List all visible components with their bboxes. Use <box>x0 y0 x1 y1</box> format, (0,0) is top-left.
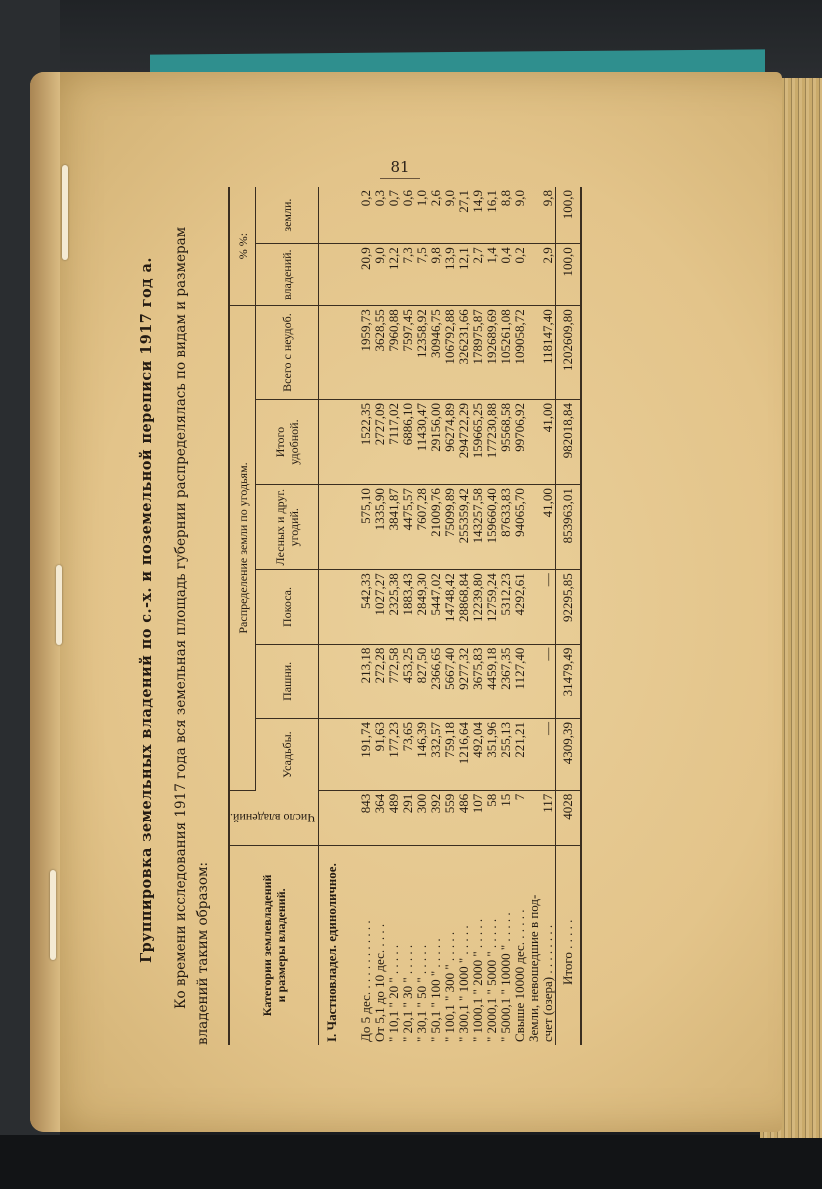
cell-itogo: 96274,89 <box>443 399 457 484</box>
cell-pashni: 772,58 <box>387 644 401 718</box>
cell-vsego: 30946,75 <box>429 306 443 400</box>
table-row <box>387 187 401 1045</box>
cell-itogo: 11430,47 <box>415 399 429 484</box>
cell-pashni: — <box>527 644 556 718</box>
cell-pashni: 827,50 <box>415 644 429 718</box>
cell-les: 159660,40 <box>485 485 499 570</box>
cell-vsego: 7960,88 <box>387 306 401 400</box>
cell-les: 575,10 <box>359 485 373 570</box>
land-holdings-table <box>228 187 582 1045</box>
cell-usadby: 1216,64 <box>457 719 471 791</box>
row-category: Итого . . . . . <box>556 845 582 1045</box>
cell-usadby: 351,96 <box>485 719 499 791</box>
cell-pz: 8,8 <box>499 187 513 244</box>
table-row <box>415 187 429 1045</box>
table-row <box>457 187 471 1045</box>
row-category: " 50,1 " 100 " . . . . . <box>428 938 444 1042</box>
cell-pz: 0,7 <box>387 187 401 244</box>
header-category-label: Категории землевладений <box>260 874 275 1017</box>
row-category-line2: счет (озера) . . . . . . . . <box>540 924 556 1042</box>
cell-les: 1335,90 <box>373 485 387 570</box>
cell-pv: 2,9 <box>527 244 556 306</box>
cell-les: 255359,42 <box>457 485 471 570</box>
header-itogo-udobnoi: Итого удобной. <box>256 399 319 484</box>
cell-itogo: 159665,25 <box>471 399 485 484</box>
cell-itogo: 1522,35 <box>359 399 373 484</box>
cell-count: 300 <box>415 790 429 845</box>
cell-pz: 0,2 <box>359 187 373 244</box>
cell-count: 364 <box>373 790 387 845</box>
row-category: " 300,1 " 1000 " . . . . . <box>456 925 472 1042</box>
cell-usadby: 332,57 <box>429 719 443 791</box>
cell-pv: 9,8 <box>429 244 443 306</box>
cell-vsego: 192689,69 <box>485 306 499 400</box>
cell-les: 75099,89 <box>443 485 457 570</box>
cell-usadby: 146,39 <box>415 719 429 791</box>
row-category: От 5,1 до 10 дес. . . . . <box>372 923 388 1042</box>
cell-usadby: 177,23 <box>387 719 401 791</box>
table-row-lakes <box>527 187 556 1045</box>
row-category: " 2000,1 " 5000 " . . . . . <box>484 918 500 1042</box>
cell-itogo: 29156,00 <box>429 399 443 484</box>
cell-les: 3841,87 <box>387 485 401 570</box>
cell-pz: 9,8 <box>527 187 556 244</box>
cell-pz: 100,0 <box>556 187 582 244</box>
table-row-total <box>556 187 582 1045</box>
table-row <box>443 187 457 1045</box>
table-row <box>485 187 499 1045</box>
cell-les: 4475,57 <box>401 485 415 570</box>
cell-pz: 0,6 <box>401 187 415 244</box>
cell-vsego: 109058,72 <box>513 306 527 400</box>
header-pashni: Пашни. <box>256 644 319 718</box>
cell-vsego: 118147,40 <box>527 306 556 400</box>
cell-usadby: 255,13 <box>499 719 513 791</box>
cell-pokosa: 5447,02 <box>429 570 443 644</box>
cell-pokosa: 2325,38 <box>387 570 401 644</box>
cell-count: 4028 <box>556 790 582 845</box>
row-category: " 5000,1 " 10000 " . . . . . <box>498 912 514 1042</box>
cell-vsego: 12358,92 <box>415 306 429 400</box>
cell-pv: 20,9 <box>359 244 373 306</box>
cell-pashni: 2367,35 <box>499 644 513 718</box>
cell-vsego: 1959,73 <box>359 306 373 400</box>
binding-stitch-icon <box>50 870 56 960</box>
cell-vsego: 105261,08 <box>499 306 513 400</box>
cell-pashni: 213,18 <box>359 644 373 718</box>
cell-count: 7 <box>513 790 527 845</box>
cell-pokosa: 92295,85 <box>556 570 582 644</box>
cell-pv: 100,0 <box>556 244 582 306</box>
row-category: " 1000,1 " 2000 " . . . . . <box>470 918 486 1042</box>
cell-pashni: 1127,40 <box>513 644 527 718</box>
page-number: 81 <box>390 158 410 176</box>
cell-count: 58 <box>485 790 499 845</box>
table-row <box>499 187 513 1045</box>
cell-pokosa: 14748,42 <box>443 570 457 644</box>
table-row <box>359 187 373 1045</box>
cell-usadby: 91,63 <box>373 719 387 791</box>
cell-les: 853963,01 <box>556 485 582 570</box>
cell-pokosa: 542,33 <box>359 570 373 644</box>
row-category: " 30,1 " 50 " . . . . . <box>414 944 430 1042</box>
cell-pokosa: 12239,80 <box>471 570 485 644</box>
section-row <box>319 187 360 1045</box>
binding-stitch-icon <box>62 165 68 260</box>
header-distribution: Распределение земли по угодьям. <box>229 306 256 791</box>
header-vladenii: владений. <box>256 244 319 306</box>
cell-pv: 0,4 <box>499 244 513 306</box>
cell-pokosa: 2849,30 <box>415 570 429 644</box>
cell-pv: 7,3 <box>401 244 415 306</box>
cell-pashni: 31479,49 <box>556 644 582 718</box>
binding-stitch-icon <box>56 565 62 645</box>
cell-pokosa: 1883,43 <box>401 570 415 644</box>
cell-vsego: 1202609,80 <box>556 306 582 400</box>
header-category-sub: и размеры владений. <box>274 888 289 1003</box>
cell-itogo: 7117,02 <box>387 399 401 484</box>
cell-usadby: 191,74 <box>359 719 373 791</box>
cell-pz: 14,9 <box>471 187 485 244</box>
cell-itogo: 41,00 <box>527 399 556 484</box>
cell-pokosa: — <box>527 570 556 644</box>
rotated-content <box>138 175 658 1045</box>
header-category <box>229 845 319 1045</box>
cell-count: 291 <box>401 790 415 845</box>
table-row <box>513 187 527 1045</box>
cell-pashni: 272,28 <box>373 644 387 718</box>
cell-count: 117 <box>527 790 556 845</box>
row-category: " 10,1 " 20 " . . . . . <box>386 944 402 1042</box>
header-count <box>229 790 319 845</box>
cell-vsego: 3628,55 <box>373 306 387 400</box>
cell-pokosa: 1027,27 <box>373 570 387 644</box>
row-category: До 5 дес. . . . . . . . . . . . <box>358 920 374 1042</box>
cell-pashni: 5667,40 <box>443 644 457 718</box>
cell-count: 843 <box>359 790 373 845</box>
cell-pv: 1,4 <box>485 244 499 306</box>
cell-usadby: 492,04 <box>471 719 485 791</box>
cell-usadby: 221,21 <box>513 719 527 791</box>
cell-pv: 12,1 <box>457 244 471 306</box>
cell-pashni: 4459,18 <box>485 644 499 718</box>
row-category <box>527 845 556 1045</box>
cell-pv: 7,5 <box>415 244 429 306</box>
cell-count: 392 <box>429 790 443 845</box>
cell-usadby: 4309,39 <box>556 719 582 791</box>
cell-pokosa: 12759,24 <box>485 570 499 644</box>
cell-pv: 13,9 <box>443 244 457 306</box>
table-row <box>429 187 443 1045</box>
background-bottom <box>0 1135 822 1189</box>
cell-pashni: 453,25 <box>401 644 415 718</box>
cell-les: 143257,58 <box>471 485 485 570</box>
cell-itogo: 95568,58 <box>499 399 513 484</box>
cell-itogo: 2727,09 <box>373 399 387 484</box>
cell-count: 486 <box>457 790 471 845</box>
cell-vsego: 326231,66 <box>457 306 471 400</box>
cell-itogo: 294722,29 <box>457 399 471 484</box>
cell-usadby: 73,65 <box>401 719 415 791</box>
cell-les: 87633,83 <box>499 485 513 570</box>
header-vsego: Всего с неудоб. <box>256 306 319 400</box>
header-usadby: Усадьбы. <box>256 719 319 791</box>
header-percent: % %: <box>229 187 256 306</box>
cell-pz: 1,0 <box>415 187 429 244</box>
header-lesnykh: Лесных и друг. угодий. <box>256 485 319 570</box>
row-category: Свыше 10000 дес. . . . . . <box>512 909 528 1042</box>
cell-pashni: 3675,83 <box>471 644 485 718</box>
cell-pokosa: 28868,84 <box>457 570 471 644</box>
cell-pokosa: 5312,23 <box>499 570 513 644</box>
row-category: " 100,1 " 300 " . . . . . <box>442 931 458 1042</box>
cell-itogo: 177230,88 <box>485 399 499 484</box>
cell-pz: 27,1 <box>457 187 471 244</box>
cell-les: 21009,76 <box>429 485 443 570</box>
cell-pz: 9,0 <box>513 187 527 244</box>
cell-pokosa: 4292,61 <box>513 570 527 644</box>
cell-usadby: 759,18 <box>443 719 457 791</box>
cell-pz: 0,3 <box>373 187 387 244</box>
cell-itogo: 6886,10 <box>401 399 415 484</box>
header-zemli: земли. <box>256 187 319 244</box>
cell-pashni: 9277,32 <box>457 644 471 718</box>
row-category: " 20,1 " 30 " . . . . . <box>400 944 416 1042</box>
header-count-label: Число владений. <box>230 810 316 825</box>
cell-pz: 2,6 <box>429 187 443 244</box>
cell-les: 7607,28 <box>415 485 429 570</box>
cell-vsego: 106792,88 <box>443 306 457 400</box>
row-category-line1: Земли, невошедшие в под- <box>526 894 542 1042</box>
cell-vsego: 7597,45 <box>401 306 415 400</box>
cell-itogo: 982018,84 <box>556 399 582 484</box>
table-row <box>401 187 415 1045</box>
cell-pv: 2,7 <box>471 244 485 306</box>
cell-itogo: 99706,92 <box>513 399 527 484</box>
cell-pz: 16,1 <box>485 187 499 244</box>
cell-count: 107 <box>471 790 485 845</box>
table-row <box>471 187 485 1045</box>
cell-les: 94065,70 <box>513 485 527 570</box>
cell-pv: 9,0 <box>373 244 387 306</box>
cell-count: 559 <box>443 790 457 845</box>
table-row <box>373 187 387 1045</box>
intro-paragraph: Ко времени исследования 1917 года вся земельная площадь губернии распределялась по видам и размерам владений таким образом: <box>173 226 211 1045</box>
page-title: Группировка земельных владений по с.-х. и поземельной переписи 1917 год а. <box>138 257 155 963</box>
cell-vsego: 178975,87 <box>471 306 485 400</box>
cell-count: 15 <box>499 790 513 845</box>
cell-pz: 9,0 <box>443 187 457 244</box>
section-label: I. Частновладел. единоличное. <box>324 863 340 1042</box>
cell-pv: 0,2 <box>513 244 527 306</box>
cell-les: 41,00 <box>527 485 556 570</box>
cell-count: 489 <box>387 790 401 845</box>
cell-pv: 12,2 <box>387 244 401 306</box>
cell-usadby: — <box>527 719 556 791</box>
cell-pashni: 2366,65 <box>429 644 443 718</box>
header-pokosa: Покоса. <box>256 570 319 644</box>
